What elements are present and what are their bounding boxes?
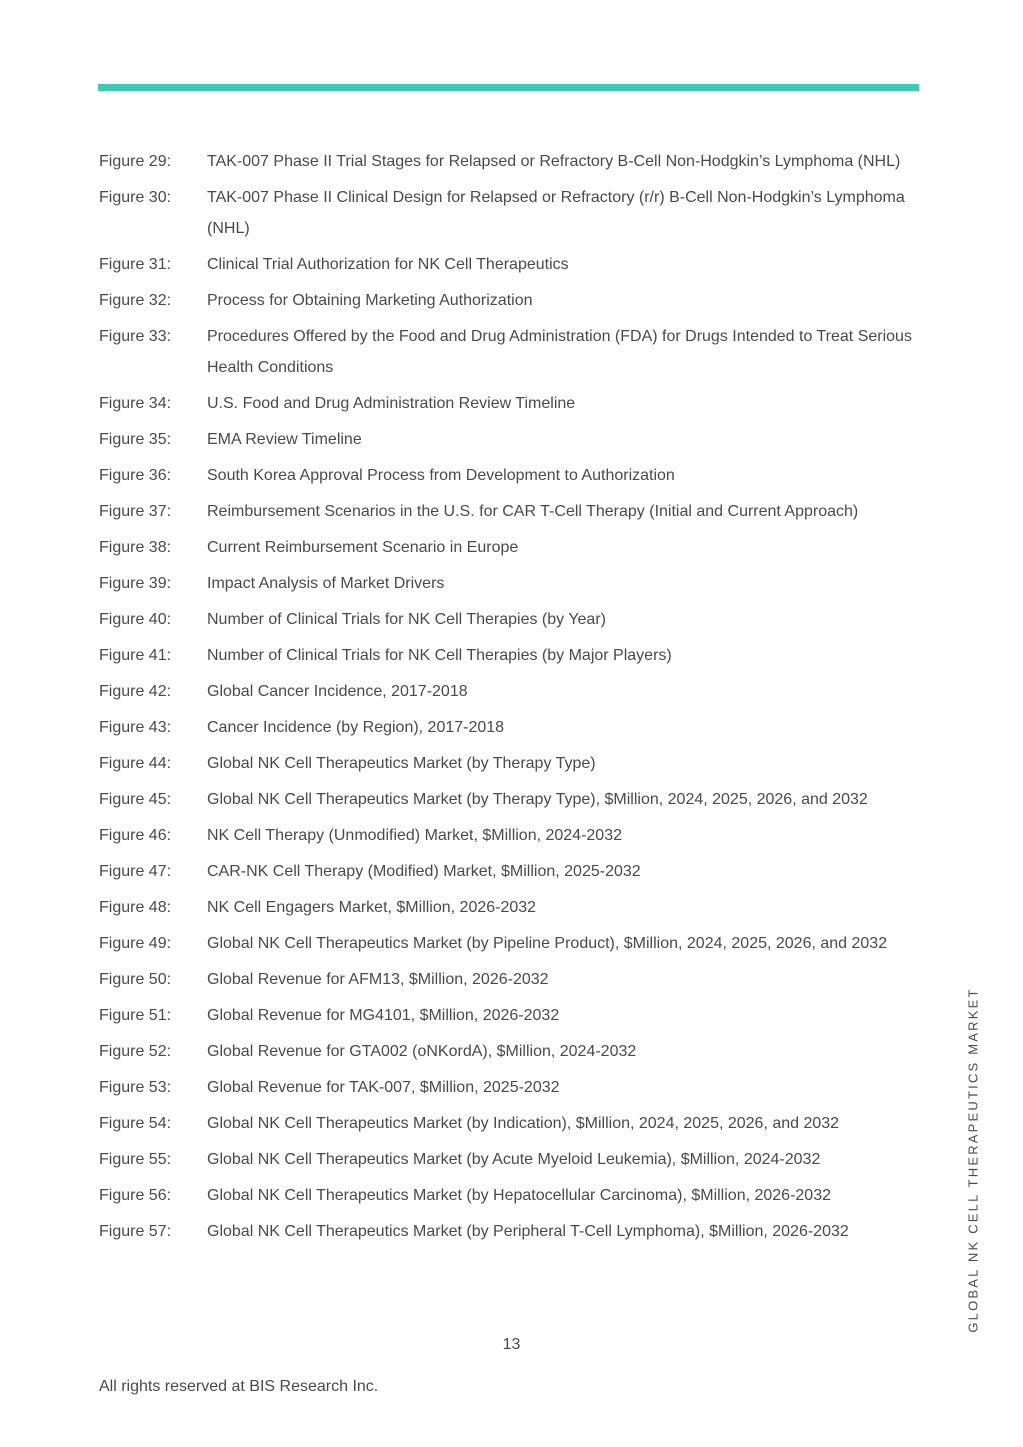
figure-entry [99,1000,929,1031]
figure-title: Clinical Trial Authorization for NK Cell Therapeutics [207,256,569,273]
figure-title: Global NK Cell Therapeutics Market (by Pipeline Product), $Million, 2024, 2025, 2026, and 2032 [207,935,888,952]
figure-number: Figure 34: [99,395,172,412]
figure-number: Figure 29: [99,153,172,170]
figure-number: Figure 30: [99,189,172,206]
figure-title: Number of Clinical Trials for NK Cell Therapies (by Year) [207,611,606,628]
figure-number: Figure 47: [99,863,172,880]
figure-entry [99,249,929,280]
side-title-container [962,975,984,1345]
figure-number: Figure 35: [99,431,172,448]
figure-number: Figure 37: [99,503,172,520]
figure-number: Figure 38: [99,539,172,556]
footer-copyright: All rights reserved at BIS Research Inc. [99,1378,379,1395]
figure-title: U.S. Food and Drug Administration Review Timeline [207,395,576,412]
figure-title: NK Cell Therapy (Unmodified) Market, $Million, 2024-2032 [207,827,622,844]
figure-entry [99,532,929,563]
page-number: 13 [502,1336,521,1353]
figure-entry [99,856,929,887]
figure-entry [99,1216,929,1247]
figure-title: Global NK Cell Therapeutics Market (by Therapy Type) [207,755,596,772]
figure-number: Figure 33: [99,328,172,345]
figure-title: Global NK Cell Therapeutics Market (by Therapy Type), $Million, 2024, 2025, 2026, and 2032 [207,791,868,808]
figure-number: Figure 52: [99,1043,172,1060]
figure-entry [99,928,929,959]
figure-entry [99,496,929,527]
figure-title: Global Revenue for TAK-007, $Million, 2025-2032 [207,1079,560,1096]
figure-title: Global Revenue for MG4101, $Million, 2026-2032 [207,1007,560,1024]
figure-entry [99,1072,929,1103]
figure-title: TAK-007 Phase II Trial Stages for Relapsed or Refractory B-Cell Non-Hodgkin’s Lymphoma (NHL) [207,153,901,170]
figure-number: Figure 41: [99,647,172,664]
figure-title: NK Cell Engagers Market, $Million, 2026-2032 [207,899,537,916]
figure-number: Figure 32: [99,292,172,309]
figure-number: Figure 42: [99,683,172,700]
figure-title: CAR-NK Cell Therapy (Modified) Market, $Million, 2025-2032 [207,863,641,880]
figure-number: Figure 31: [99,256,172,273]
figure-entry [99,964,929,995]
figure-entry [99,1036,929,1067]
figure-entry [99,784,929,815]
figure-number: Figure 48: [99,899,172,916]
figure-number: Figure 55: [99,1151,172,1168]
figure-number: Figure 45: [99,791,172,808]
figure-number: Figure 56: [99,1187,172,1204]
figure-entry [99,460,929,491]
figure-entry [99,285,929,316]
figure-title: Reimbursement Scenarios in the U.S. for CAR T-Cell Therapy (Initial and Current Approach) [207,503,859,520]
figure-entry [99,712,929,743]
figure-number: Figure 36: [99,467,172,484]
figure-title: Current Reimbursement Scenario in Europe [207,539,519,556]
figure-title: Global Revenue for GTA002 (oNKordA), $Million, 2024-2032 [207,1043,637,1060]
figure-number: Figure 44: [99,755,172,772]
figure-entry [99,892,929,923]
side-report-title: GLOBAL NK CELL THERAPEUTICS MARKET [965,987,981,1333]
figure-number: Figure 39: [99,575,172,592]
figure-title: South Korea Approval Process from Development to Authorization [207,467,675,484]
figure-title: Global Cancer Incidence, 2017-2018 [207,683,468,700]
figure-entry [99,676,929,707]
figure-entry [99,1108,929,1139]
figure-title: TAK-007 Phase II Clinical Design for Relapsed or Refractory (r/r) B-Cell Non-Hodgkin’s Lymphoma (NHL) [207,189,905,237]
figure-entry [99,640,929,671]
figure-entry [99,424,929,455]
figure-number: Figure 43: [99,719,172,736]
figure-title: Global NK Cell Therapeutics Market (by Acute Myeloid Leukemia), $Million, 2024-2032 [207,1151,821,1168]
figure-number: Figure 49: [99,935,172,952]
figure-title: Global NK Cell Therapeutics Market (by Peripheral T-Cell Lymphoma), $Million, 2026-2032 [207,1223,849,1240]
figure-title: Number of Clinical Trials for NK Cell Therapies (by Major Players) [207,647,672,664]
figure-entry [99,748,929,779]
figure-title: Impact Analysis of Market Drivers [207,575,445,592]
figure-title: Global NK Cell Therapeutics Market (by Hepatocellular Carcinoma), $Million, 2026-2032 [207,1187,831,1204]
figure-title: EMA Review Timeline [207,431,362,448]
figure-title: Process for Obtaining Marketing Authorization [207,292,533,309]
figure-title: Global Revenue for AFM13, $Million, 2026-2032 [207,971,549,988]
figure-number: Figure 50: [99,971,172,988]
figure-number: Figure 46: [99,827,172,844]
figure-title: Procedures Offered by the Food and Drug Administration (FDA) for Drugs Intended to Treat Serious Health Conditions [207,328,912,376]
figure-number: Figure 53: [99,1079,172,1096]
figure-entry [99,1144,929,1175]
figure-title: Global NK Cell Therapeutics Market (by Indication), $Million, 2024, 2025, 2026, and 2032 [207,1115,840,1132]
figure-number: Figure 57: [99,1223,172,1240]
header-accent-bar [98,84,919,91]
figure-entry [99,568,929,599]
figure-entry [99,820,929,851]
figure-number: Figure 54: [99,1115,172,1132]
list-of-figures [99,146,929,1252]
figure-number: Figure 40: [99,611,172,628]
figure-entry [99,321,929,383]
figure-title: Cancer Incidence (by Region), 2017-2018 [207,719,505,736]
figure-entry [99,1180,929,1211]
figure-entry [99,146,929,177]
figure-entry [99,388,929,419]
figure-entry [99,604,929,635]
figure-entry [99,182,929,244]
figure-number: Figure 51: [99,1007,172,1024]
